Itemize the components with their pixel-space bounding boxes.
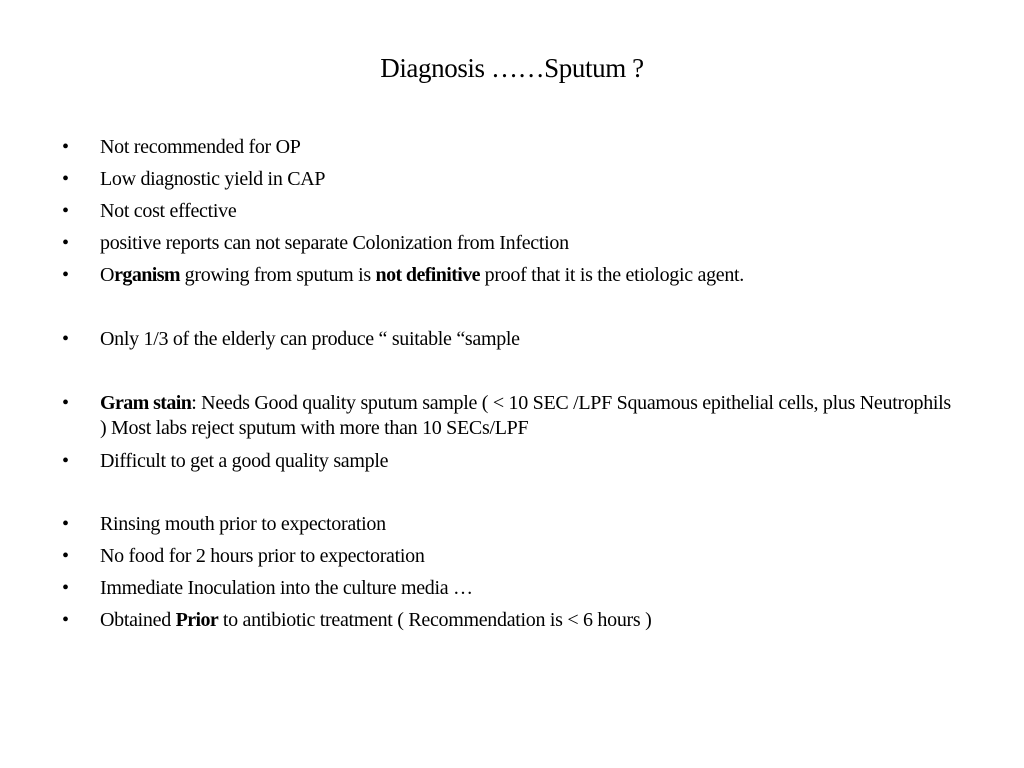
list-item bbox=[62, 263, 962, 288]
bullet-icon: • bbox=[62, 264, 69, 286]
bullet-icon: • bbox=[62, 232, 69, 254]
list-item bbox=[62, 167, 962, 192]
bullet-icon: • bbox=[62, 200, 69, 222]
item-text: to antibiotic treatment ( Recommendation is < 6 hours ) bbox=[218, 609, 652, 631]
bullet-icon: • bbox=[62, 392, 69, 414]
bullet-icon: • bbox=[62, 168, 69, 190]
item-text: : Needs Good quality sputum sample ( < 10 SEC /LPF Squamous epithelial cells, plus Neutrophils ) Most labs reject sputum with more than 10 SECs/LPF bbox=[100, 392, 951, 439]
item-text: Difficult to get a good quality sample bbox=[100, 450, 389, 472]
item-text: growing from sputum is bbox=[179, 264, 376, 286]
item-text: Immediate Inoculation into the culture media … bbox=[100, 577, 473, 599]
list-item bbox=[62, 608, 962, 633]
bullet-icon: • bbox=[62, 450, 69, 472]
list-item bbox=[62, 512, 962, 537]
item-text: Obtained bbox=[100, 609, 176, 631]
item-text: positive reports can not separate Colonization from Infection bbox=[100, 232, 569, 254]
item-text: Not cost effective bbox=[100, 200, 237, 222]
bullet-icon: • bbox=[62, 545, 69, 567]
list-item bbox=[62, 449, 962, 474]
item-text: proof that it is the etiologic agent. bbox=[479, 264, 745, 286]
list-item bbox=[62, 199, 962, 224]
bullet-icon: • bbox=[62, 136, 69, 158]
bullet-icon: • bbox=[62, 577, 69, 599]
item-text: Rinsing mouth prior to expectoration bbox=[100, 513, 386, 535]
bullet-icon: • bbox=[62, 609, 69, 631]
item-text: No food for 2 hours prior to expectoration bbox=[100, 545, 425, 567]
item-text-bold: Prior bbox=[175, 609, 219, 631]
item-text: Only 1/3 of the elderly can produce “ suitable “sample bbox=[100, 328, 520, 350]
item-text-bold: rganism bbox=[114, 264, 180, 286]
list-item bbox=[62, 391, 952, 441]
slide-title: Diagnosis ……Sputum ? bbox=[380, 53, 644, 83]
list-item bbox=[62, 544, 962, 569]
bullet-icon: • bbox=[62, 328, 69, 350]
list-item bbox=[62, 135, 962, 160]
item-text-bold: not definitive bbox=[375, 264, 480, 286]
item-text: O bbox=[100, 264, 115, 286]
list-item bbox=[62, 576, 962, 601]
list-item bbox=[62, 231, 962, 256]
bullet-icon: • bbox=[62, 513, 69, 535]
item-text: Low diagnostic yield in CAP bbox=[100, 168, 326, 190]
item-text: Not recommended for OP bbox=[100, 136, 301, 158]
list-item bbox=[62, 327, 962, 352]
item-text-bold: Gram stain bbox=[100, 392, 192, 414]
